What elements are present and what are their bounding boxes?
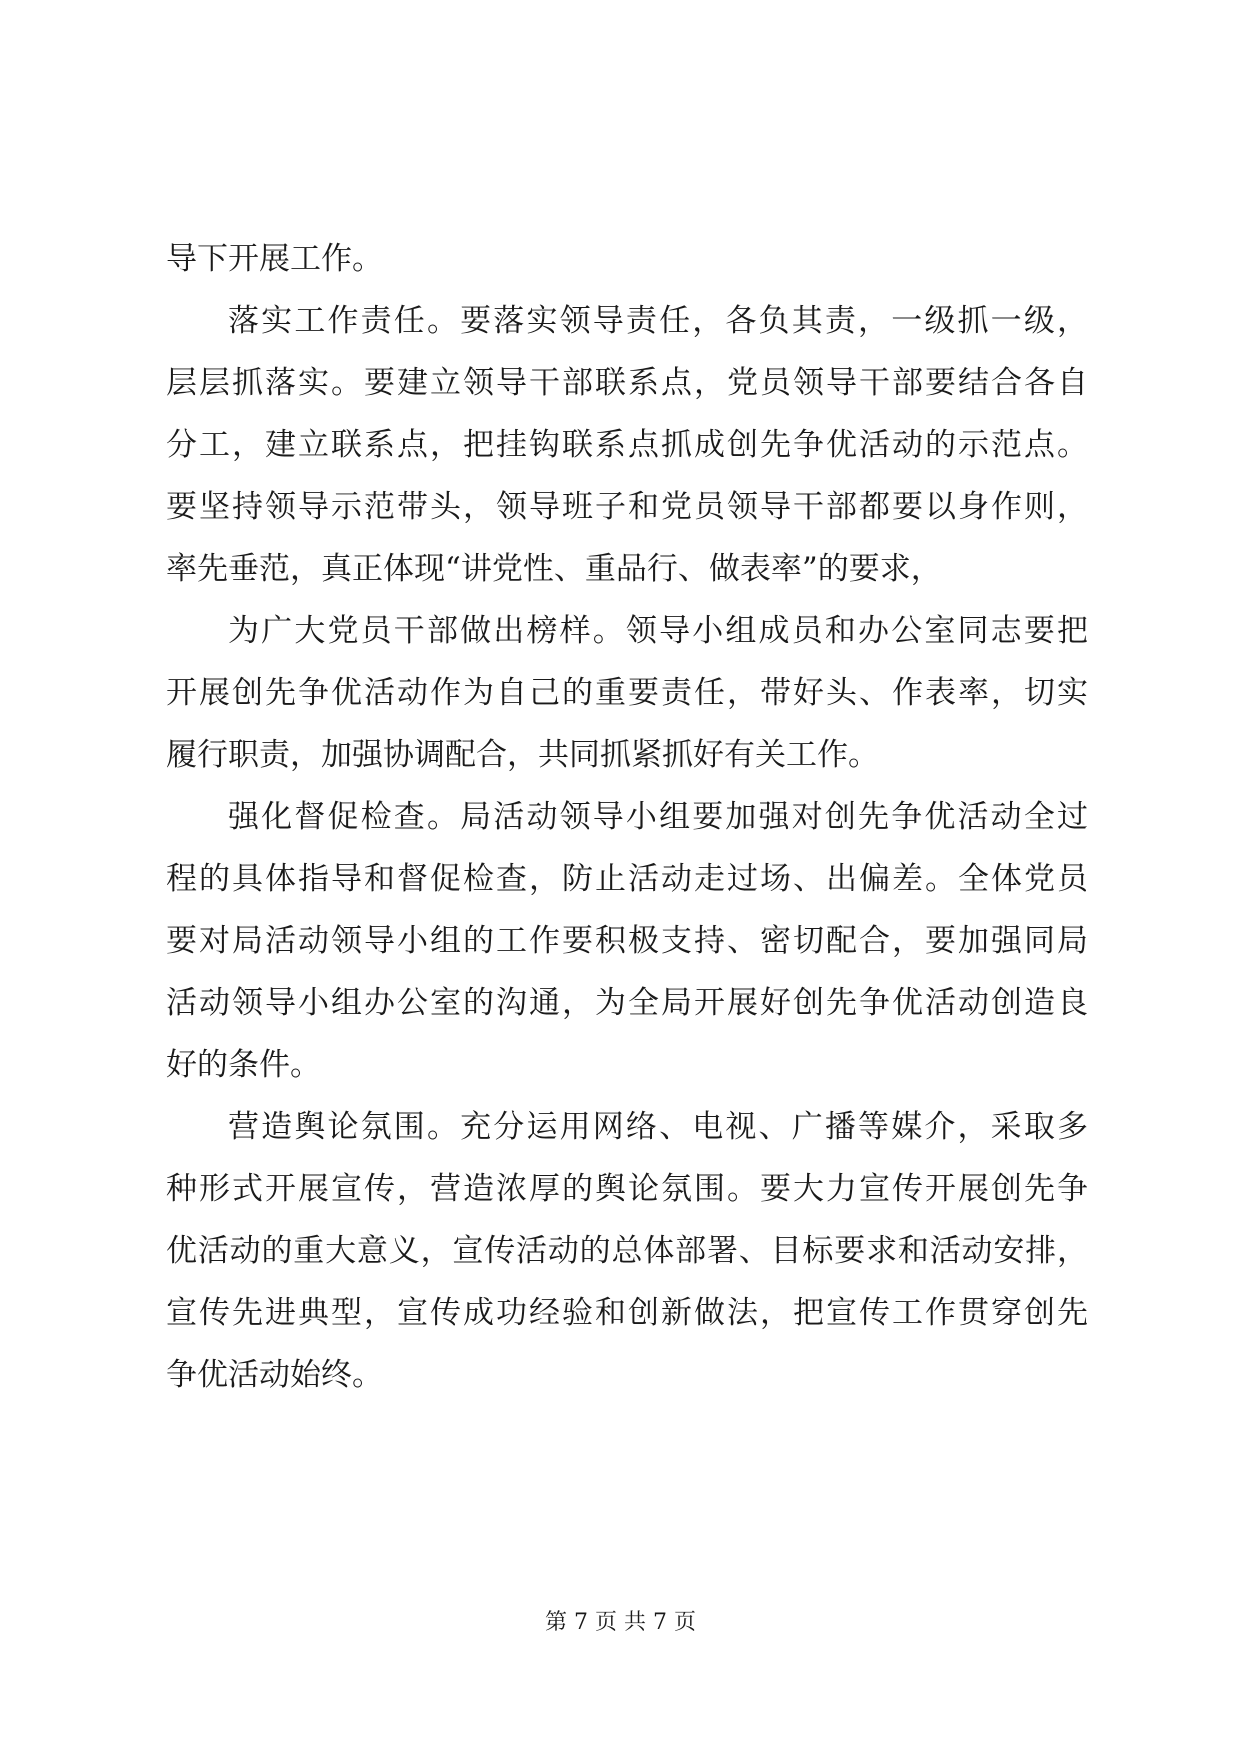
text-line: 强化督促检查。局活动领导小组要加强对创先争优活动全过 — [228, 799, 1088, 835]
text-line: 为广大党员干部做出榜样。领导小组成员和办公室同志要把 — [228, 613, 1088, 649]
document-body — [166, 228, 1088, 1406]
text-line: 率先垂范，真正体现“讲党性、重品行、做表率”的要求， — [166, 551, 942, 587]
text-line: 活动领导小组办公室的沟通，为全局开展好创先争优活动创造良 — [166, 985, 1088, 1021]
text-line: 好的条件。 — [166, 1047, 321, 1083]
page-number-footer: 第 7 页 共 7 页 — [545, 1610, 696, 1635]
text-line: 优活动的重大意义，宣传活动的总体部署、目标要求和活动安排， — [166, 1233, 1088, 1269]
text-line: 开展创先争优活动作为自己的重要责任，带好头、作表率，切实 — [166, 675, 1088, 711]
text-line: 分工，建立联系点，把挂钩联系点抓成创先争优活动的示范点。 — [166, 427, 1088, 463]
text-line: 种形式开展宣传，营造浓厚的舆论氛围。要大力宣传开展创先争 — [166, 1171, 1088, 1207]
text-line: 要对局活动领导小组的工作要积极支持、密切配合，要加强同局 — [166, 923, 1088, 959]
text-line: 要坚持领导示范带头，领导班子和党员领导干部都要以身作则， — [166, 489, 1088, 525]
text-line: 履行职责，加强协调配合，共同抓紧抓好有关工作。 — [166, 737, 879, 773]
text-line: 层层抓落实。要建立领导干部联系点，党员领导干部要结合各自 — [166, 365, 1088, 401]
text-line: 营造舆论氛围。充分运用网络、电视、广播等媒介，采取多 — [228, 1109, 1088, 1145]
text-line: 宣传先进典型，宣传成功经验和创新做法，把宣传工作贯穿创先 — [166, 1295, 1088, 1331]
text-line: 导下开展工作。 — [166, 241, 383, 277]
text-line: 程的具体指导和督促检查，防止活动走过场、出偏差。全体党员 — [166, 861, 1088, 897]
text-line: 争优活动始终。 — [166, 1357, 383, 1393]
text-line: 落实工作责任。要落实领导责任，各负其责，一级抓一级， — [228, 303, 1088, 339]
